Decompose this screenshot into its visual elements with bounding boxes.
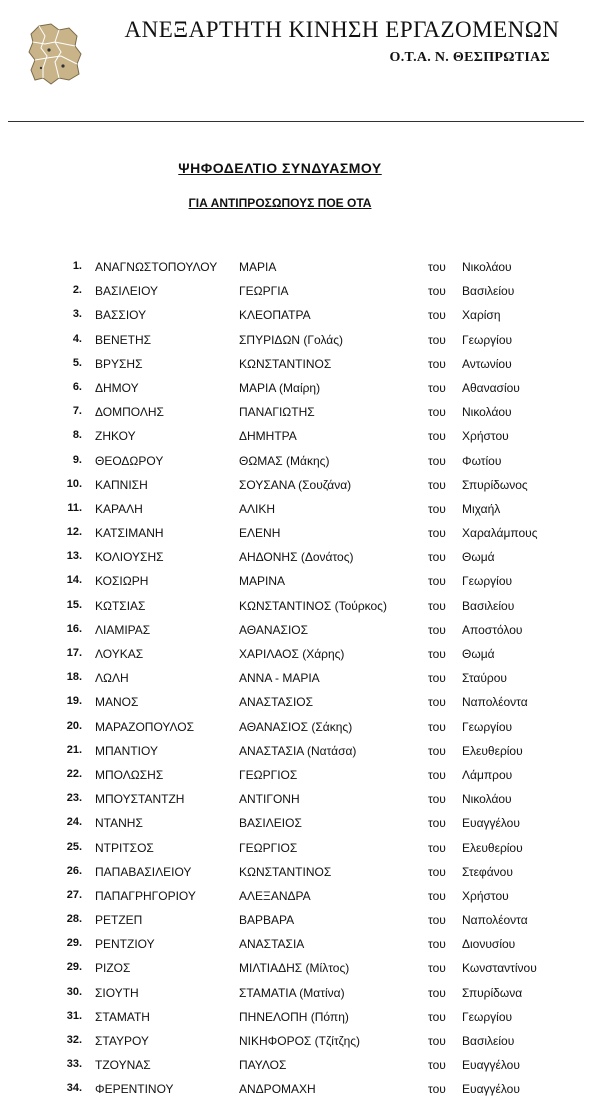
patronymic-prefix: του (428, 1034, 446, 1048)
candidate-surname: ΚΩΤΣΙΑΣ (95, 598, 146, 613)
candidate-father-name: Θωμά (462, 550, 495, 565)
candidate-father-name: Βασιλείου (462, 284, 515, 299)
candidate-father-name: Νικολάου (462, 792, 512, 807)
candidate-father-name: Αποστόλου (462, 622, 523, 637)
candidate-number: 1. (72, 260, 82, 272)
candidate-first-name: ΜΑΡΙΑ (239, 260, 277, 274)
candidate-number: 15. (66, 598, 82, 611)
patronymic-prefix: του (428, 792, 446, 807)
candidate-first-name: ΓΕΩΡΓΙΟΣ (239, 840, 298, 855)
candidate-row (0, 1008, 598, 1032)
candidate-number: 22. (66, 767, 82, 780)
candidate-father-name: Ελευθερίου (462, 743, 523, 758)
candidate-first-name: ΚΛΕΟΠΑΤΡΑ (239, 308, 311, 323)
candidate-surname: ΚΑΠΝΙΣΗ (95, 477, 148, 492)
candidate-first-name: ΑΛΙΚΗ (239, 501, 276, 516)
patronymic-prefix: του (428, 501, 446, 516)
candidate-row (0, 524, 598, 548)
candidate-row (0, 959, 598, 983)
candidate-first-name: ΘΩΜΑΣ (Μάκης) (239, 453, 330, 468)
candidate-father-name: Νικολάου (462, 405, 512, 420)
candidate-father-name: Σταύρου (462, 671, 507, 686)
candidate-row (0, 306, 598, 330)
patronymic-prefix: του (428, 937, 446, 952)
candidate-first-name: ΠΑΥΛΟΣ (239, 1058, 287, 1073)
candidate-father-name: Γεωργίου (462, 1009, 513, 1024)
candidate-first-name: ΜΙΛΤΙΑΔΗΣ (Μίλτος) (239, 961, 350, 976)
candidate-father-name: Λάμπρου (462, 767, 513, 782)
candidate-first-name: ΚΩΝΣΤΑΝΤΙΝΟΣ (Τούρκος) (239, 598, 387, 613)
candidate-row (0, 693, 598, 717)
candidate-row (0, 669, 598, 693)
candidate-surname: ΛΟΥΚΑΣ (95, 647, 144, 661)
candidate-number: 23. (66, 792, 82, 805)
candidate-first-name: ΑΝΤΙΓΟΝΗ (239, 792, 300, 807)
candidate-first-name: ΑΛΕΞΑΝΔΡΑ (239, 888, 311, 903)
patronymic-prefix: του (428, 864, 446, 879)
candidate-first-name: ΑΝΔΡΟΜΑΧΗ (239, 1082, 316, 1097)
candidate-first-name: ΣΤΑΜΑΤΙΑ (Ματίνα) (239, 985, 345, 1000)
patronymic-prefix: του (428, 767, 446, 782)
candidate-row (0, 258, 598, 282)
candidate-surname: ΣΙΟΥΤΗ (95, 985, 139, 1000)
candidate-row (0, 887, 598, 911)
organization-subtitle: Ο.Τ.Α. Ν. ΘΕΣΠΡΩΤΙΑΣ (389, 50, 550, 65)
candidate-surname: ΛΙΑΜΙΡΑΣ (95, 622, 151, 637)
candidate-father-name: Διονυσίου (462, 937, 516, 952)
candidate-row (0, 935, 598, 959)
patronymic-prefix: του (428, 332, 446, 347)
candidate-row (0, 911, 598, 935)
candidate-row (0, 984, 598, 1008)
candidate-first-name: ΓΕΩΡΓΙΟΣ (239, 767, 298, 782)
candidate-first-name: ΜΑΡΙΝΑ (239, 574, 286, 589)
candidate-first-name: ΣΠΥΡΙΔΩΝ (Γολάς) (239, 332, 343, 347)
candidate-first-name: ΑΗΔΟΝΗΣ (Δονάτος) (239, 550, 354, 565)
candidate-surname: ΤΖΟΥΝΑΣ (95, 1058, 151, 1073)
patronymic-prefix: του (428, 961, 446, 976)
patronymic-prefix: του (428, 574, 446, 589)
candidate-surname: ΝΤΡΙΤΣΟΣ (95, 840, 154, 855)
candidate-first-name: ΚΩΝΣΤΑΝΤΙΝΟΣ (239, 864, 332, 879)
candidate-row (0, 355, 598, 379)
candidate-number: 7. (72, 405, 82, 418)
candidate-row (0, 452, 598, 476)
candidate-number: 17. (66, 647, 82, 659)
candidate-number: 32. (66, 1034, 82, 1046)
patronymic-prefix: του (428, 477, 446, 492)
candidate-number: 3. (72, 308, 82, 321)
candidate-father-name: Χρήστου (462, 888, 509, 903)
candidate-surname: ΖΗΚΟΥ (95, 429, 136, 444)
candidate-first-name: ΑΝΑΣΤΑΣΙΑ (Νατάσα) (239, 743, 357, 758)
candidate-number: 27. (66, 888, 82, 901)
candidate-row (0, 814, 598, 838)
candidate-first-name: ΑΘΑΝΑΣΙΟΣ (239, 622, 309, 637)
candidate-surname: ΔΟΜΠΟΛΗΣ (95, 405, 164, 420)
candidate-father-name: Σπυρίδωνος (462, 477, 528, 492)
candidate-surname: ΚΑΡΑΛΗ (95, 501, 143, 516)
candidate-number: 14. (66, 574, 82, 587)
candidate-father-name: Βασιλείου (462, 1034, 515, 1048)
candidate-number: 12. (66, 526, 82, 539)
candidate-number: 9. (72, 453, 82, 466)
patronymic-prefix: του (428, 308, 446, 323)
candidate-number: 20. (66, 719, 82, 732)
patronymic-prefix: του (428, 356, 446, 371)
candidate-number: 34. (66, 1082, 82, 1095)
patronymic-prefix: του (428, 453, 446, 468)
candidate-surname: ΡΕΤΖΕΠ (95, 913, 143, 928)
candidate-number: 29. (66, 937, 82, 950)
patronymic-prefix: του (428, 695, 446, 710)
candidate-surname: ΡΙΖΟΣ (95, 961, 131, 976)
candidate-first-name: ΠΑΝΑΓΙΩΤΗΣ (239, 405, 315, 420)
candidate-row (0, 1056, 598, 1080)
candidate-father-name: Ευαγγέλου (462, 1082, 520, 1097)
candidate-first-name: ΣΟΥΣΑΝΑ (Σουζάνα) (239, 477, 352, 492)
candidate-first-name: ΚΩΝΣΤΑΝΤΙΝΟΣ (239, 356, 332, 371)
candidate-row (0, 572, 598, 596)
candidate-surname: ΑΝΑΓΝΩΣΤΟΠΟΥΛΟΥ (95, 260, 218, 274)
candidate-row (0, 839, 598, 863)
candidate-number: 19. (66, 695, 82, 708)
candidate-number: 2. (72, 284, 82, 297)
document-subtitle: ΓΙΑ ΑΝΤΙΠΡΟΣΩΠΟΥΣ ΠΟΕ ΟΤΑ (188, 196, 372, 210)
patronymic-prefix: του (428, 719, 446, 734)
candidate-number: 8. (72, 429, 82, 442)
patronymic-prefix: του (428, 405, 446, 420)
candidate-row (0, 1032, 598, 1056)
patronymic-prefix: του (428, 671, 446, 686)
candidate-father-name: Θωμά (462, 647, 495, 661)
candidate-row (0, 282, 598, 306)
candidate-surname: ΛΩΛΗ (95, 671, 129, 686)
candidate-father-name: Φωτίου (462, 453, 502, 468)
patronymic-prefix: του (428, 380, 446, 395)
candidate-row (0, 790, 598, 814)
candidate-father-name: Γεωργίου (462, 332, 513, 347)
candidate-number: 31. (66, 1009, 82, 1022)
candidate-surname: ΒΑΣΙΛΕΙΟΥ (95, 284, 159, 299)
candidate-first-name: ΑΝΝΑ - ΜΑΡΙΑ (239, 671, 320, 686)
candidate-father-name: Νικολάου (462, 260, 512, 274)
patronymic-prefix: του (428, 888, 446, 903)
candidate-list (0, 258, 598, 1105)
candidate-father-name: Γεωργίου (462, 719, 513, 734)
candidate-surname: ΠΑΠΑΓΡΗΓΟΡΙΟΥ (95, 888, 196, 903)
candidate-number: 25. (66, 840, 82, 853)
candidate-father-name: Αντωνίου (462, 356, 512, 371)
candidate-first-name: ΝΙΚΗΦΟΡΟΣ (Τζίτζης) (239, 1034, 361, 1048)
candidate-surname: ΜΠΟΛΩΣΗΣ (95, 767, 164, 782)
candidate-father-name: Γεωργίου (462, 574, 513, 589)
candidate-surname: ΔΗΜΟΥ (95, 380, 139, 395)
candidate-father-name: Ελευθερίου (462, 840, 523, 855)
patronymic-prefix: του (428, 913, 446, 928)
candidate-first-name: ΓΕΩΡΓΙΑ (239, 284, 289, 299)
candidate-father-name: Χρήστου (462, 429, 509, 444)
candidate-row (0, 500, 598, 524)
candidate-surname: ΝΤΑΝΗΣ (95, 816, 143, 831)
candidate-number: 5. (72, 356, 82, 369)
candidate-father-name: Βασιλείου (462, 598, 515, 613)
candidate-surname: ΚΟΣΙΩΡΗ (95, 574, 149, 589)
candidate-first-name: ΜΑΡΙΑ (Μαίρη) (239, 380, 321, 395)
candidate-surname: ΣΤΑΜΑΤΗ (95, 1009, 150, 1024)
candidate-number: 13. (66, 550, 82, 563)
candidate-first-name: ΒΑΡΒΑΡΑ (239, 913, 295, 928)
candidate-father-name: Ναπολέοντα (462, 913, 528, 928)
candidate-first-name: ΒΑΣΙΛΕΙΟΣ (239, 816, 302, 831)
candidate-first-name: ΑΝΑΣΤΑΣΙΑ (239, 937, 305, 952)
candidate-first-name: ΧΑΡΙΛΑΟΣ (Χάρης) (239, 647, 345, 661)
candidate-first-name: ΑΘΑΝΑΣΙΟΣ (Σάκης) (239, 719, 353, 734)
candidate-surname: ΜΑΝΟΣ (95, 695, 139, 710)
candidate-father-name: Ευαγγέλου (462, 816, 520, 831)
candidate-surname: ΜΑΡΑΖΟΠΟΥΛΟΣ (95, 719, 195, 734)
candidate-row (0, 742, 598, 766)
candidate-row (0, 597, 598, 621)
patronymic-prefix: του (428, 647, 446, 661)
candidate-father-name: Κωνσταντίνου (462, 961, 537, 976)
candidate-row (0, 403, 598, 427)
candidate-father-name: Αθανασίου (462, 380, 520, 395)
patronymic-prefix: του (428, 429, 446, 444)
candidate-number: 28. (66, 913, 82, 926)
candidate-row (0, 718, 598, 742)
candidate-surname: ΚΟΛΙΟΥΣΗΣ (95, 550, 164, 565)
candidate-number: 18. (66, 671, 82, 684)
candidate-father-name: Σπυρίδωνα (462, 985, 523, 1000)
candidate-row (0, 379, 598, 403)
patronymic-prefix: του (428, 550, 446, 565)
candidate-surname: ΘΕΟΔΩΡΟΥ (95, 453, 164, 468)
candidate-father-name: Μιχαήλ (462, 501, 501, 516)
candidate-father-name: Ευαγγέλου (462, 1058, 520, 1073)
candidate-number: 10. (66, 477, 82, 490)
candidate-row (0, 766, 598, 790)
candidate-surname: ΦΕΡΕΝΤΙΝΟΥ (95, 1082, 174, 1097)
candidate-surname: ΠΑΠΑΒΑΣΙΛΕΙΟΥ (95, 864, 192, 879)
patronymic-prefix: του (428, 526, 446, 541)
candidate-number: 26. (66, 864, 82, 877)
candidate-surname: ΚΑΤΣΙΜΑΝΗ (95, 526, 164, 541)
patronymic-prefix: του (428, 598, 446, 613)
candidate-first-name: ΑΝΑΣΤΑΣΙΟΣ (239, 695, 314, 710)
patronymic-prefix: του (428, 284, 446, 299)
candidate-row (0, 427, 598, 451)
candidate-number: 33. (66, 1058, 82, 1071)
thesprotia-map-icon (25, 22, 85, 86)
candidate-surname: ΒΑΣΣΙΟΥ (95, 308, 147, 323)
candidate-row (0, 548, 598, 572)
patronymic-prefix: του (428, 1009, 446, 1024)
candidate-number: 29. (66, 961, 82, 974)
candidate-number: 6. (72, 380, 82, 393)
candidate-father-name: Ναπολέοντα (462, 695, 528, 710)
candidate-row (0, 863, 598, 887)
candidate-surname: ΜΠΑΝΤΙΟΥ (95, 743, 158, 758)
candidate-row (0, 331, 598, 355)
candidate-row (0, 645, 598, 669)
patronymic-prefix: του (428, 1082, 446, 1097)
patronymic-prefix: του (428, 622, 446, 637)
candidate-row (0, 1080, 598, 1104)
candidate-number: 4. (72, 332, 82, 345)
header-divider (8, 121, 584, 122)
candidate-number: 16. (66, 622, 82, 635)
candidate-father-name: Χαραλάμπους (462, 526, 538, 541)
candidate-row (0, 621, 598, 645)
candidate-surname: ΒΕΝΕΤΗΣ (95, 332, 152, 347)
candidate-surname: ΒΡΥΣΗΣ (95, 356, 143, 371)
patronymic-prefix: του (428, 1058, 446, 1073)
candidate-number: 24. (66, 816, 82, 829)
candidate-number: 21. (66, 743, 82, 756)
patronymic-prefix: του (428, 260, 446, 274)
candidate-surname: ΜΠΟΥΣΤΑΝΤΖΗ (95, 792, 185, 807)
candidate-first-name: ΠΗΝΕΛΟΠΗ (Πόπη) (239, 1009, 349, 1024)
document-title: ΨΗΦΟΔΕΛΤΙΟ ΣΥΝΔΥΑΣΜΟΥ (178, 160, 382, 176)
candidate-surname: ΡΕΝΤΖΙΟΥ (95, 937, 155, 952)
candidate-number: 11. (67, 501, 82, 514)
candidate-father-name: Χαρίση (462, 308, 501, 323)
candidate-first-name: ΕΛΕΝΗ (239, 526, 281, 541)
candidate-surname: ΣΤΑΥΡΟΥ (95, 1034, 149, 1048)
candidate-row (0, 476, 598, 500)
patronymic-prefix: του (428, 743, 446, 758)
candidate-number: 30. (66, 985, 82, 998)
candidate-first-name: ΔΗΜΗΤΡΑ (239, 429, 297, 444)
patronymic-prefix: του (428, 840, 446, 855)
organization-title: ΑΝΕΞΑΡΤΗΤΗ ΚΙΝΗΣΗ ΕΡΓΑΖΟΜΕΝΩΝ (124, 17, 560, 42)
patronymic-prefix: του (428, 985, 446, 1000)
candidate-father-name: Στεφάνου (462, 864, 513, 879)
patronymic-prefix: του (428, 816, 446, 831)
